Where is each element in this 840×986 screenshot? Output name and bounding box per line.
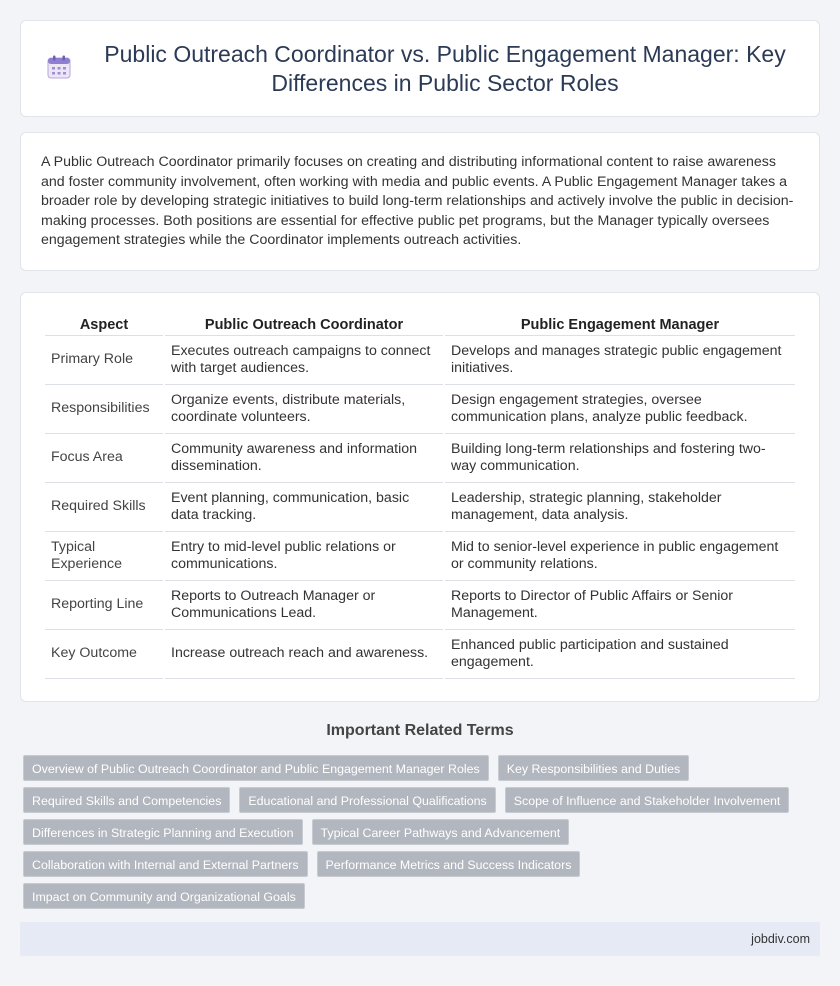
table-row bbox=[45, 434, 795, 483]
row-coordinator: Increase outreach reach and awareness. bbox=[165, 630, 443, 679]
row-manager: Enhanced public participation and sustained engagement. bbox=[445, 630, 795, 679]
table-row bbox=[45, 385, 795, 434]
row-coordinator: Event planning, communication, basic data tracking. bbox=[165, 483, 443, 532]
header-outreach-coordinator: Public Outreach Coordinator bbox=[165, 313, 443, 336]
footer-site-link[interactable]: jobdiv.com bbox=[751, 932, 810, 946]
related-term-tag[interactable]: Overview of Public Outreach Coordinator and Public Engagement Manager Roles bbox=[23, 755, 489, 781]
row-aspect: Responsibilities bbox=[45, 385, 163, 434]
table-row bbox=[45, 581, 795, 630]
calendar-icon bbox=[45, 53, 73, 81]
intro-paragraph: A Public Outreach Coordinator primarily focuses on creating and distributing informational content to raise awareness and foster community involvement, often working with media and public events. A Public Engagement Manager takes a broader role by developing strategic initiatives to build long-term relationships and actively involve the public in decision-making processes. Both positions are essential for effective public pet programs, but the Manager typically oversees engagement strategies while the Coordinator implements outreach activities. bbox=[41, 154, 794, 249]
footer bbox=[20, 922, 820, 956]
table-header-row bbox=[45, 313, 795, 336]
related-term-tag[interactable]: Impact on Community and Organizational Goals bbox=[23, 883, 305, 909]
related-term-tag[interactable]: Required Skills and Competencies bbox=[23, 787, 230, 813]
table-row bbox=[45, 483, 795, 532]
row-aspect: Key Outcome bbox=[45, 630, 163, 679]
row-manager: Leadership, strategic planning, stakeholder management, data analysis. bbox=[445, 483, 795, 532]
table-row bbox=[45, 532, 795, 581]
comparison-table bbox=[43, 313, 797, 679]
header-engagement-manager: Public Engagement Manager bbox=[445, 313, 795, 336]
intro-card bbox=[20, 132, 820, 271]
row-coordinator: Organize events, distribute materials, coordinate volunteers. bbox=[165, 385, 443, 434]
table-row bbox=[45, 336, 795, 385]
header-aspect: Aspect bbox=[45, 313, 163, 336]
row-manager: Reports to Director of Public Affairs or Senior Management. bbox=[445, 581, 795, 630]
related-term-tag[interactable]: Performance Metrics and Success Indicators bbox=[317, 851, 581, 877]
related-term-tag[interactable]: Scope of Influence and Stakeholder Involvement bbox=[505, 787, 790, 813]
row-aspect: Typical Experience bbox=[45, 532, 163, 581]
row-aspect: Focus Area bbox=[45, 434, 163, 483]
related-term-tag[interactable]: Educational and Professional Qualifications bbox=[239, 787, 495, 813]
related-term-tag[interactable]: Differences in Strategic Planning and Execution bbox=[23, 819, 303, 845]
related-terms-list bbox=[23, 755, 823, 909]
row-coordinator: Executes outreach campaigns to connect with target audiences. bbox=[165, 336, 443, 385]
row-aspect: Reporting Line bbox=[45, 581, 163, 630]
table-row bbox=[45, 630, 795, 679]
row-coordinator: Entry to mid-level public relations or communications. bbox=[165, 532, 443, 581]
row-coordinator: Community awareness and information dissemination. bbox=[165, 434, 443, 483]
row-aspect: Required Skills bbox=[45, 483, 163, 532]
header-card bbox=[20, 20, 820, 117]
page-title: Public Outreach Coordinator vs. Public Engagement Manager: Key Differences in Public Sector Roles bbox=[104, 40, 786, 96]
row-manager: Mid to senior-level experience in public engagement or community relations. bbox=[445, 532, 795, 581]
row-manager: Develops and manages strategic public engagement initiatives. bbox=[445, 336, 795, 385]
row-manager: Design engagement strategies, oversee communication plans, analyze public feedback. bbox=[445, 385, 795, 434]
row-coordinator: Reports to Outreach Manager or Communications Lead. bbox=[165, 581, 443, 630]
related-terms-title: Important Related Terms bbox=[326, 722, 514, 739]
related-term-tag[interactable]: Typical Career Pathways and Advancement bbox=[312, 819, 570, 845]
related-term-tag[interactable]: Collaboration with Internal and External Partners bbox=[23, 851, 308, 877]
related-term-tag[interactable]: Key Responsibilities and Duties bbox=[498, 755, 690, 781]
row-aspect: Primary Role bbox=[45, 336, 163, 385]
row-manager: Building long-term relationships and fostering two-way communication. bbox=[445, 434, 795, 483]
comparison-table-card bbox=[20, 292, 820, 702]
